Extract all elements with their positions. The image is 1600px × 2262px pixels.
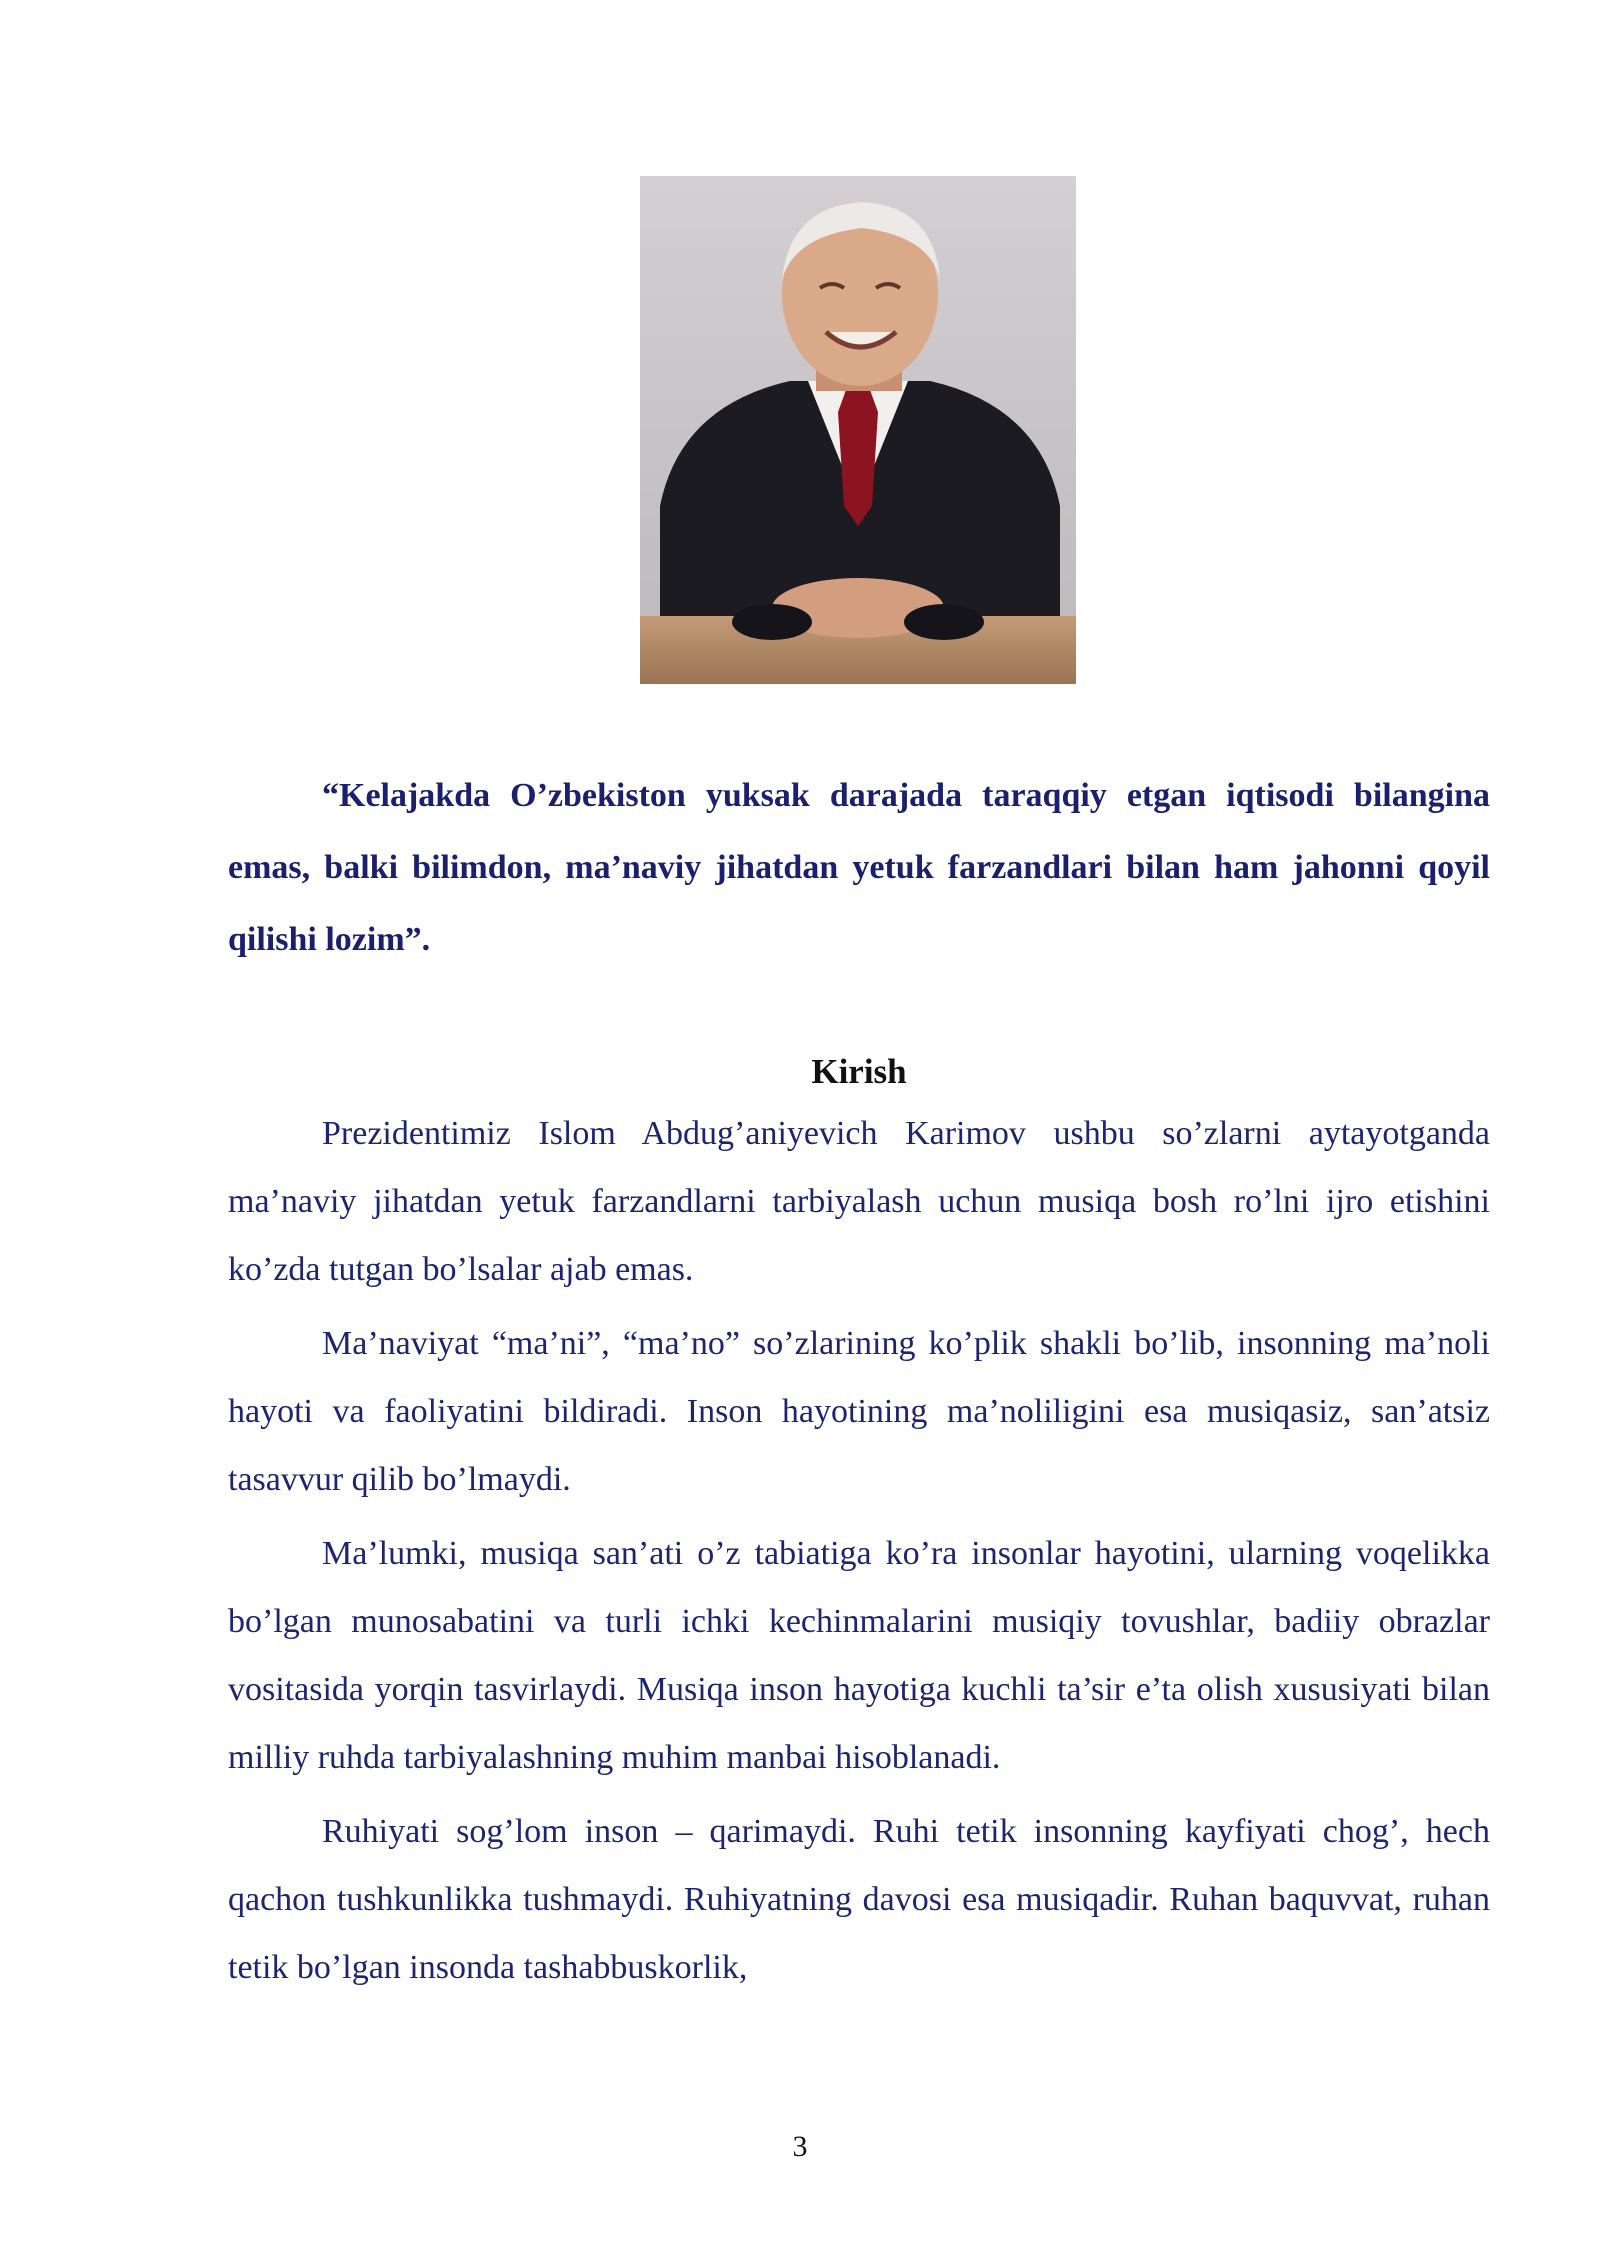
portrait-photo-icon [640, 176, 1076, 684]
paragraph: Ma’naviyat “ma’ni”, “ma’no” so’zlarining ko’plik shakli bo’lib, insonning ma’noli hayoti va faoliyatini bildiradi. Inson hayotining ma’noliligini esa musiqasiz, san’atsiz tasavvur qilib bo’lmaydi. [228, 1325, 1490, 1498]
paragraph: Ma’lumki, musiqa san’ati o’z tabiatiga ko’ra insonlar hayotini, ularning voqelikka bo’lgan munosabatini va turli ichki kechinmalarini musiqiy tovushlar, badiiy obrazlar vositasida yorqin tasvirlaydi. Musiqa inson hayotiga kuchli ta’sir e’ta olish xususiyati bilan milliy ruhda tarbiyalashning muhim manbai hisoblanadi. [228, 1535, 1490, 1776]
paragraph: Prezidentimiz Islom Abdug’aniyevich Karimov ushbu so’zlarni aytayotganda ma’naviy jihatdan yetuk farzandlarni tarbiyalash uchun musiqa bosh ro’lni ijro etishini ko’zda tutgan bo’lsalar ajab emas. [228, 1115, 1490, 1288]
section-heading: Kirish [811, 1052, 907, 1091]
portrait-photo [640, 176, 1076, 684]
epigraph-quote: “Kelajakda O’zbekiston yuksak darajada taraqqiy etgan iqtisodi bilangina emas, balki bilimdon, ma’naviy jihatdan yetuk farzandlari bilan ham jahonni qoyil qilishi lozim”. [228, 777, 1490, 958]
page-number: 3 [792, 2130, 808, 2163]
document-body [228, 760, 1490, 2008]
paragraph: Ruhiyati sog’lom inson – qarimaydi. Ruhi tetik insonning kayfiyati chog’, hech qachon tushkunlikka tushmaydi. Ruhiyatning davosi esa musiqadir. Ruhan baquvvat, ruhan tetik bo’lgan insonda tashabbuskorlik, [228, 1813, 1490, 1986]
